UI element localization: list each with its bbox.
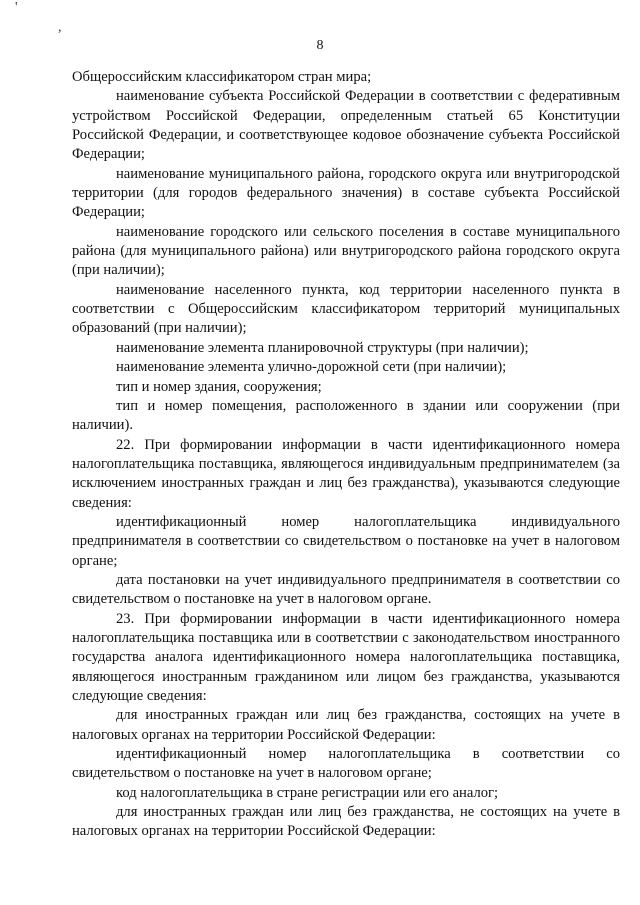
margin-mark: , xyxy=(58,20,62,35)
paragraph: тип и номер здания, сооружения; xyxy=(116,378,322,395)
paragraph: наименование элемента улично-дорожной сети (при наличии); xyxy=(116,359,507,376)
paragraph: дата постановки на учет индивидуального предпринимателя в соответствии со свидетельством о постановке на учет в налоговом органе. xyxy=(72,571,620,608)
paragraph: наименование элемента планировочной структуры (при наличии); xyxy=(116,339,529,356)
paragraph: для иностранных граждан или лиц без гражданства, состоящих на учете в налоговых органах на территории Российской Федерации: xyxy=(72,707,620,743)
paragraph: наименование населенного пункта, код территории населенного пункта в соответствии с Общероссийским классификатором территорий муниципальных образований (при наличии); xyxy=(72,281,620,337)
margin-mark: ' xyxy=(15,0,18,15)
paragraph: идентификационный номер налогоплательщика индивидуального предпринимателя в соответствии со свидетельством о постановке на учет в налоговом органе; xyxy=(72,513,620,569)
page-number: 8 xyxy=(316,38,324,53)
paragraph: Общероссийским классификатором стран мира; xyxy=(72,69,372,85)
paragraph: тип и номер помещения, расположенного в здании или сооружении (при наличии). xyxy=(72,397,620,434)
paragraph: идентификационный номер налогоплательщика в соответствии со свидетельством о постановке на учет в налоговом органе; xyxy=(72,746,620,782)
paragraph: 23. При формировании информации в части идентификационного номера налогоплательщика поставщика или в соответствии с законодательством иностранного государства аналога идентификационного номера налогоплательщика поставщика, являющегося иностранным гражданином или лицом без гражданства, указываются следующие сведения: xyxy=(72,610,620,704)
document-body xyxy=(72,68,620,842)
paragraph: код налогоплательщика в стране регистрации или его аналог; xyxy=(116,784,499,801)
paragraph: наименование городского или сельского поселения в составе муниципального района (для муниципального района) или внутригородского района городского округа (при наличии); xyxy=(72,223,620,279)
paragraph: для иностранных граждан или лиц без гражданства, не состоящих на учете в налоговых органах на территории Российской Федерации: xyxy=(72,804,620,840)
paragraph: наименование муниципального района, городского округа или внутригородской территории (для городов федерального значения) в составе субъекта Российской Федерации; xyxy=(72,165,620,221)
paragraph: наименование субъекта Российской Федерации в соответствии с федеративным устройством Российской Федерации, определенным статьей 65 Конституции Российской Федерации, и соответствующее кодовое обозначение субъекта Российской Федерации; xyxy=(72,88,620,163)
paragraph: 22. При формировании информации в части идентификационного номера налогоплательщика поставщика, являющегося индивидуальным предпринимателем (за исключением иностранных граждан и лиц без гражданства), указываются следующие сведения: xyxy=(72,436,620,511)
